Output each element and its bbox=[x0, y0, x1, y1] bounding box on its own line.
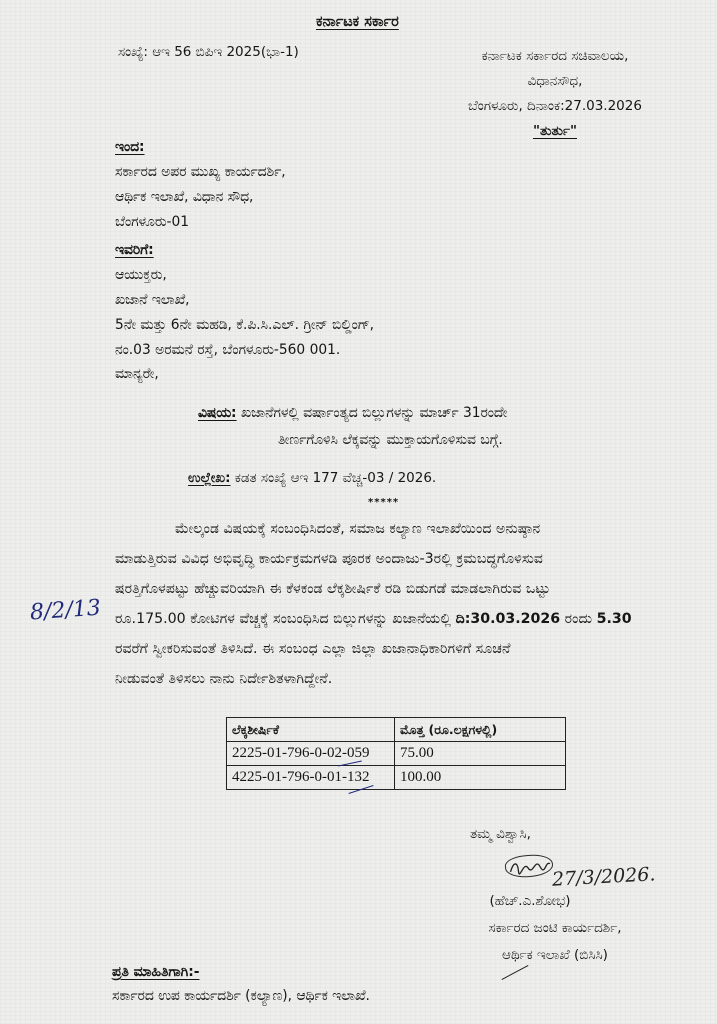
from-block bbox=[115, 135, 286, 235]
to-block bbox=[115, 238, 374, 363]
body-paragraph bbox=[115, 514, 690, 694]
column-header-amount: ಮೊತ್ತ (ರೂ.ಲಕ್ಷಗಳಲ್ಲಿ) bbox=[395, 718, 566, 742]
margin-note: 8/2/13 bbox=[29, 595, 102, 626]
deadline-date: ದಿ:30.03.2026 bbox=[455, 611, 561, 627]
body-line: ನೀಡುವಂತೆ ತಿಳಿಸಲು ನಾನು ನಿರ್ದೇಶಿತಳಾಗಿದ್ದೇನೆ. bbox=[115, 671, 333, 687]
body-text: ರೂ.175.00 ಕೋಟಿಗಳ ವೆಚ್ಚಕ್ಕೆ ಸಂಬಂಧಿಸಿದ ಬಿಲ್ಲುಗಳನ್ನು ಖಜಾನೆಯಲ್ಲಿ bbox=[115, 611, 456, 627]
table-row bbox=[227, 742, 566, 766]
from-line: ಆರ್ಥಿಕ ಇಲಾಖೆ, ವಿಧಾನ ಸೌಧ, bbox=[115, 189, 254, 205]
amount-cell: 75.00 bbox=[395, 742, 566, 766]
reference-line bbox=[188, 470, 436, 486]
signature bbox=[504, 853, 554, 880]
body-line bbox=[115, 604, 690, 634]
column-header-head-of-account: ಲೆಕ್ಕಶೀರ್ಷಿಕೆ bbox=[227, 718, 395, 742]
to-line: ನಂ.03 ಅರಮನೆ ರಸ್ತೆ, ಬೆಂಗಳೂರು-560 001. bbox=[115, 342, 341, 358]
reference-text: ಕಡತ ಸಂಖ್ಯೆ ಆಇ 177 ವೆಚ್ಚ-03 / 2026. bbox=[230, 470, 437, 486]
body-line: ರವರೆಗೆ ಸ್ವೀಕರಿಸುವಂತೆ ತಿಳಿಸಿದೆ. ಈ ಸಂಬಂಧ ಎಲ್ಲಾ ಜಿಲ್ಲಾ ಖಜಾನಾಧಿಕಾರಿಗಳಿಗೆ ಸೂಚನೆ bbox=[115, 641, 511, 657]
body-line: ಮಾಡುತ್ತಿರುವ ವಿವಿಧ ಅಭಿವೃದ್ಧಿ ಕಾರ್ಯಕ್ರಮಗಳಡಿ ಪೂರಕ ಅಂದಾಜು-3ರಲ್ಲಿ ಕ್ರಮಬದ್ಧಗೊಳಿಸುವ bbox=[115, 551, 544, 567]
office-address bbox=[420, 44, 690, 144]
government-title: ಕರ್ನಾಟಕ ಸರ್ಕಾರ bbox=[316, 14, 399, 30]
reference-number: ಸಂಖ್ಯೆ: ಆಇ 56 ಬಿಪಿಇ 2025(ಭಾ-1) bbox=[118, 44, 299, 60]
office-line: ಕರ್ನಾಟಕ ಸರ್ಕಾರದ ಸಚಿವಾಲಯ, bbox=[481, 48, 629, 64]
office-line: ವಿಧಾನಸೌಧ, bbox=[527, 73, 583, 89]
subject-block bbox=[198, 400, 507, 454]
copy-to-text: ಸರ್ಕಾರದ ಉಪ ಕಾರ್ಯದರ್ಶಿ (ಕಲ್ಯಾಣ), ಆರ್ಥಿಕ ಇಲಾಖೆ. bbox=[112, 988, 370, 1004]
closing-yours: ತಮ್ಮ ವಿಶ್ವಾಸಿ, bbox=[470, 826, 531, 842]
signatory-block bbox=[440, 888, 670, 969]
urgency-mark: "ತುರ್ತು" bbox=[533, 123, 577, 139]
separator: ***** bbox=[368, 497, 400, 508]
deadline-time: 5.30 bbox=[596, 611, 632, 627]
signatory-designation: ಸರ್ಕಾರದ ಜಂಟಿ ಕಾರ್ಯದರ್ಶಿ, bbox=[488, 920, 622, 936]
head-of-account-cell: 2225-01-796-0-02-059 bbox=[227, 742, 395, 766]
signature-date: 27/3/2026. bbox=[551, 863, 656, 891]
to-line: ಖಜಾನೆ ಇಲಾಖೆ, bbox=[115, 292, 190, 308]
subject-label: ವಿಷಯ: bbox=[198, 405, 237, 421]
body-line: ಷರತ್ತಿಗೊಳಪಟ್ಟು ಹೆಚ್ಚುವರಿಯಾಗಿ ಈ ಕೆಳಕಂಡ ಲೆಕ್ಕಶೀರ್ಷಿಕೆ ರಡಿ ಬಿಡುಗಡೆ ಮಾಡಲಾಗಿರುವ ಒಟ್ಟು bbox=[115, 581, 551, 597]
signatory-department: ಆರ್ಥಿಕ ಇಲಾಖೆ (ಬಿಸಿಸಿ) bbox=[502, 947, 608, 963]
body-text: ರಂದು bbox=[560, 611, 597, 627]
subject-line-2: ತೀರ್ಣಗೊಳಿಸಿ ಲೆಕ್ಕವನ್ನು ಮುಕ್ತಾಯಗೊಳಿಸುವ ಬಗ್ಗೆ. bbox=[278, 432, 503, 448]
to-line: 5ನೇ ಮತ್ತು 6ನೇ ಮಹಡಿ, ಕೆ.ಪಿ.ಸಿ.ಎಲ್. ಗ್ರೀನ್ ಬಿಲ್ಡಿಂಗ್, bbox=[115, 317, 375, 333]
copy-to-block bbox=[112, 960, 370, 1008]
signatory-name: (ಹೆಚ್.ಎ.ಶೋಭ) bbox=[489, 893, 571, 909]
table-header-row bbox=[227, 718, 566, 742]
salutation: ಮಾನ್ಯರೇ, bbox=[115, 366, 159, 382]
subject-line-1: ಖಜಾನೆಗಳಲ್ಲಿ ವರ್ಷಾಂತ್ಯದ ಬಿಲ್ಲುಗಳನ್ನು ಮಾರ್ಚ್ 31ರಂದೇ bbox=[236, 405, 508, 421]
amount-cell: 100.00 bbox=[395, 766, 566, 790]
to-label: ಇವರಿಗೆ: bbox=[115, 242, 154, 258]
from-line: ಸರ್ಕಾರದ ಅಪರ ಮುಖ್ಯ ಕಾರ್ಯದರ್ಶಿ, bbox=[115, 164, 286, 180]
budget-head-table bbox=[226, 717, 566, 790]
reference-label: ಉಲ್ಲೇಖ: bbox=[188, 470, 231, 486]
table-row bbox=[227, 766, 566, 790]
signature-scribble-icon bbox=[505, 854, 553, 879]
copy-to-label: ಪ್ರತಿ ಮಾಹಿತಿಗಾಗಿ:- bbox=[112, 964, 200, 980]
to-line: ಆಯುಕ್ತರು, bbox=[115, 267, 167, 283]
head-of-account-cell: 4225-01-796-0-01-132 bbox=[227, 766, 395, 790]
body-line: ಮೇಲ್ಕಂಡ ವಿಷಯಕ್ಕೆ ಸಂಬಂಧಿಸಿದಂತೆ, ಸಮಾಜ ಕಲ್ಯಾಣ ಇಲಾಖೆಯಿಂದ ಅನುಷ್ಠಾನ bbox=[175, 521, 541, 537]
issue-date: ಬೆಂಗಳೂರು, ದಿನಾಂಕ:27.03.2026 bbox=[468, 98, 642, 114]
from-label: ಇಂದ: bbox=[115, 139, 145, 155]
from-line: ಬೆಂಗಳೂರು-01 bbox=[115, 214, 190, 230]
